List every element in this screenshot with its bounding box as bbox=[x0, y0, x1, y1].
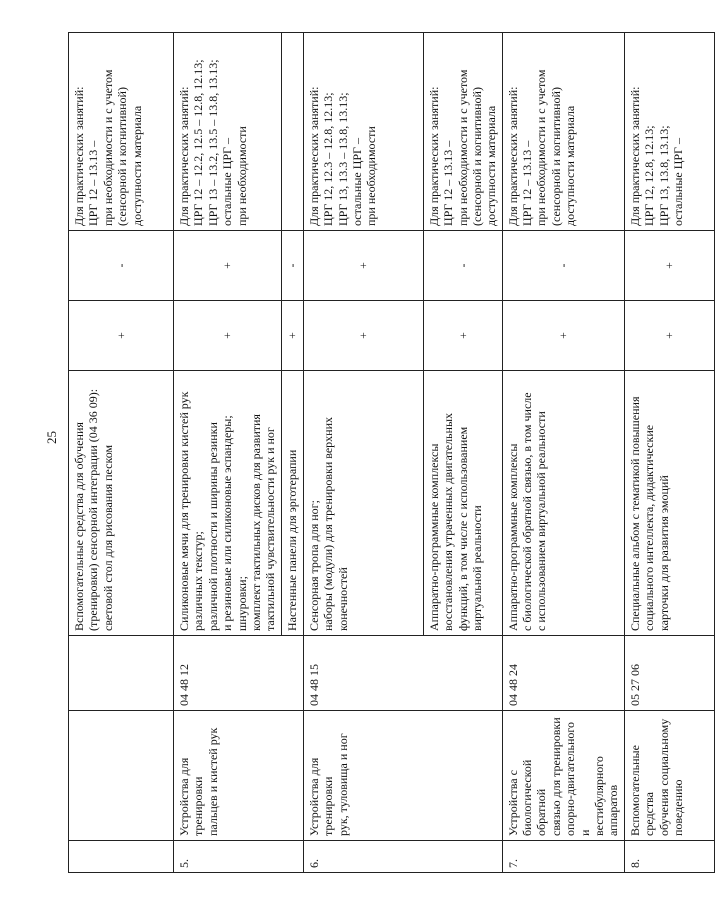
device-description-line: Аппаратно-программные комплексы bbox=[426, 443, 441, 631]
device-description-line: различных текстур; bbox=[191, 531, 206, 631]
usage-note bbox=[281, 33, 303, 231]
device-description-line: Сенсорная тропа для ног; bbox=[306, 500, 321, 631]
device-description-line: с биологической обратной связью, в том числе bbox=[520, 392, 535, 631]
row-number-line: 8. bbox=[627, 859, 642, 868]
mark-column-1 bbox=[624, 301, 714, 371]
device-description-line: различной плотности и ширины резинки bbox=[205, 422, 220, 631]
row-number bbox=[69, 841, 174, 873]
usage-note bbox=[502, 33, 624, 231]
device-name-line: связью для тренировки bbox=[548, 717, 563, 836]
device-description bbox=[624, 371, 714, 636]
device-name-line: обучения социальному bbox=[656, 718, 671, 836]
mark-column-2 bbox=[423, 231, 502, 301]
mark-column-1-line: + bbox=[455, 332, 470, 339]
device-code-line: 04 48 12 bbox=[177, 664, 191, 706]
device-name bbox=[69, 711, 174, 841]
device-description bbox=[423, 371, 502, 636]
page-number: 25 bbox=[44, 431, 59, 444]
device-name bbox=[502, 711, 624, 841]
device-description-line: световой стол для рисования песком bbox=[100, 444, 115, 631]
device-description-line: виртуальной реальности bbox=[469, 505, 484, 631]
device-code-line: 04 48 15 bbox=[306, 664, 321, 706]
device-description-line: наборы (модули) для тренировки верхних bbox=[321, 416, 336, 631]
device-code bbox=[303, 636, 502, 711]
usage-note-line: при необходимости и с учетом bbox=[534, 69, 549, 226]
mark-column-2-line: - bbox=[113, 263, 128, 268]
device-description-line: Вспомогательные средства для обучения bbox=[72, 422, 86, 631]
mark-column-1 bbox=[423, 301, 502, 371]
device-code bbox=[69, 636, 174, 711]
usage-note-line: (сенсорной и когнитивной) bbox=[469, 87, 484, 226]
device-code bbox=[174, 636, 304, 711]
device-name-line: Вспомогательные средства bbox=[627, 745, 657, 836]
mark-column-2 bbox=[502, 231, 624, 301]
device-description-line: тактильной чувствительности рук и ног bbox=[263, 427, 278, 631]
usage-note-line: остальные ЦРГ – bbox=[349, 138, 364, 226]
mark-column-2 bbox=[69, 231, 174, 301]
device-description-line: и резиновые или силиконовые эспандеры; bbox=[220, 415, 235, 631]
row-number bbox=[303, 841, 502, 873]
usage-note-line: доступности материала bbox=[129, 105, 144, 226]
device-name-line: Устройства для тренировки bbox=[177, 757, 206, 836]
mark-column-1 bbox=[303, 301, 423, 371]
device-description-line: карточки для развития эмоций bbox=[656, 475, 671, 631]
usage-note-line: остальные ЦРГ – bbox=[220, 138, 235, 226]
device-code bbox=[624, 636, 714, 711]
usage-note-line: Для практических занятий: bbox=[505, 86, 520, 226]
device-name-line: биологической обратной bbox=[520, 759, 549, 836]
row-number bbox=[502, 841, 624, 873]
device-description-line: Аппаратно-программные комплексы bbox=[505, 443, 520, 631]
device-description bbox=[303, 371, 423, 636]
usage-note bbox=[624, 33, 714, 231]
usage-note bbox=[303, 33, 423, 231]
device-name-line: пальцев и кистей рук bbox=[205, 727, 220, 836]
usage-note-line: ЦРГ 12 – 13.13 – bbox=[520, 140, 535, 226]
usage-note-line: ЦРГ 12 – 13.13 – bbox=[86, 140, 101, 226]
mark-column-2-line: - bbox=[556, 263, 571, 268]
device-description-line: Настенные панели для эрготерапии bbox=[284, 449, 299, 631]
usage-note-line: доступности материала bbox=[484, 105, 499, 226]
mark-column-1-line: + bbox=[356, 332, 371, 339]
device-description bbox=[502, 371, 624, 636]
table-row bbox=[174, 33, 282, 873]
usage-note-line: ЦРГ 12 – 12.2, 12.5 – 12.8, 12.13; bbox=[191, 59, 206, 226]
device-description-line: конечностей bbox=[335, 567, 350, 631]
usage-note-line: Для практических занятий: bbox=[426, 86, 441, 226]
device-name-line: Устройства с bbox=[505, 770, 520, 836]
usage-note-line: Для практических занятий: bbox=[627, 86, 642, 226]
device-code-line: 05 27 06 bbox=[627, 664, 642, 706]
usage-note-line: (сенсорной и когнитивной) bbox=[548, 87, 563, 226]
usage-note-line: при необходимости bbox=[364, 126, 379, 226]
mark-column-2-line: - bbox=[285, 263, 300, 268]
mark-column-1-line: + bbox=[113, 332, 128, 339]
mark-column-1-line: + bbox=[662, 332, 677, 339]
mark-column-2 bbox=[303, 231, 423, 301]
usage-note-line: Для практических занятий: bbox=[306, 86, 321, 226]
row-number-line: 6. bbox=[306, 859, 321, 868]
device-description-line: шнуровки; bbox=[234, 576, 249, 631]
device-description-line: (тренировки) сенсорной интеграции (04 36 09): bbox=[86, 388, 101, 631]
usage-note-line: ЦРГ 12, 12.8, 12.13; bbox=[642, 125, 657, 226]
device-name-line: опорно-двигательного и bbox=[563, 721, 592, 836]
usage-note-line: ЦРГ 13, 13.8, 13.13; bbox=[656, 125, 671, 226]
device-description bbox=[281, 371, 303, 636]
usage-note bbox=[423, 33, 502, 231]
usage-note-line: ЦРГ 13 – 13.2, 13.5 – 13.8, 13.13; bbox=[205, 59, 220, 226]
usage-note-line: (сенсорной и когнитивной) bbox=[115, 87, 130, 226]
usage-note bbox=[69, 33, 174, 231]
usage-note-line: при необходимости и с учетом bbox=[455, 69, 470, 226]
device-name-line: Устройства для тренировки bbox=[306, 757, 336, 836]
mark-column-1 bbox=[174, 301, 282, 371]
device-name bbox=[174, 711, 304, 841]
table-row bbox=[69, 33, 174, 873]
mark-column-2-line: - bbox=[455, 263, 470, 268]
row-number bbox=[174, 841, 304, 873]
mark-column-1 bbox=[281, 301, 303, 371]
device-description-line: Силиконовые мячи для тренировки кистей рук bbox=[177, 391, 191, 631]
device-name bbox=[624, 711, 714, 841]
table-row bbox=[624, 33, 714, 873]
usage-note-line: Для практических занятий: bbox=[72, 86, 86, 226]
equipment-table bbox=[68, 32, 715, 873]
usage-note-line: ЦРГ 12, 12.3 – 12.8, 12.13; bbox=[321, 92, 336, 226]
usage-note bbox=[174, 33, 282, 231]
mark-column-2-line: + bbox=[356, 262, 371, 269]
table-row bbox=[502, 33, 624, 873]
device-name-line: вестибулярного аппаратов bbox=[592, 756, 621, 836]
device-description-line: функций, в том числе с использованием bbox=[455, 426, 470, 631]
mark-column-1-line: + bbox=[285, 332, 300, 339]
device-code-line: 04 48 24 bbox=[505, 664, 520, 706]
row-number-line: 7. bbox=[505, 859, 520, 868]
device-description-line: с использованием виртуальной реальности bbox=[534, 411, 549, 631]
usage-note-line: ЦРГ 13, 13.3 – 13.8, 13.13; bbox=[335, 92, 350, 226]
row-number-line: 5. bbox=[177, 859, 191, 868]
mark-column-1 bbox=[502, 301, 624, 371]
mark-column-2 bbox=[174, 231, 282, 301]
device-description-line: комплект тактильных дисков для развития bbox=[248, 414, 263, 631]
mark-column-1 bbox=[69, 301, 174, 371]
mark-column-2-line: + bbox=[220, 262, 235, 269]
usage-note-line: доступности материала bbox=[563, 105, 578, 226]
device-description bbox=[174, 371, 282, 636]
row-number bbox=[624, 841, 714, 873]
usage-note-line: ЦРГ 12 – 13.13 – bbox=[441, 140, 456, 226]
device-name-line: поведению bbox=[670, 779, 685, 836]
mark-column-2 bbox=[281, 231, 303, 301]
device-name bbox=[303, 711, 502, 841]
usage-note-line: при необходимости и с учетом bbox=[100, 69, 115, 226]
rotated-table-container bbox=[68, 33, 685, 873]
mark-column-2-line: + bbox=[662, 262, 677, 269]
device-description bbox=[69, 371, 174, 636]
table-row bbox=[303, 33, 423, 873]
mark-column-1-line: + bbox=[556, 332, 571, 339]
usage-note-line: Для практических занятий: bbox=[177, 86, 191, 226]
device-description-line: социального интеллекта, дидактические bbox=[642, 424, 657, 631]
mark-column-1-line: + bbox=[220, 332, 235, 339]
device-name-line: рук, туловища и ног bbox=[335, 733, 350, 836]
device-description-line: восстановления утраченных двигательных bbox=[441, 412, 456, 631]
usage-note-line: при необходимости bbox=[234, 126, 249, 226]
usage-note-line: остальные ЦРГ – bbox=[670, 138, 685, 226]
mark-column-2 bbox=[624, 231, 714, 301]
device-code bbox=[502, 636, 624, 711]
device-description-line: Специальные альбом с тематикой повышения bbox=[627, 396, 642, 631]
